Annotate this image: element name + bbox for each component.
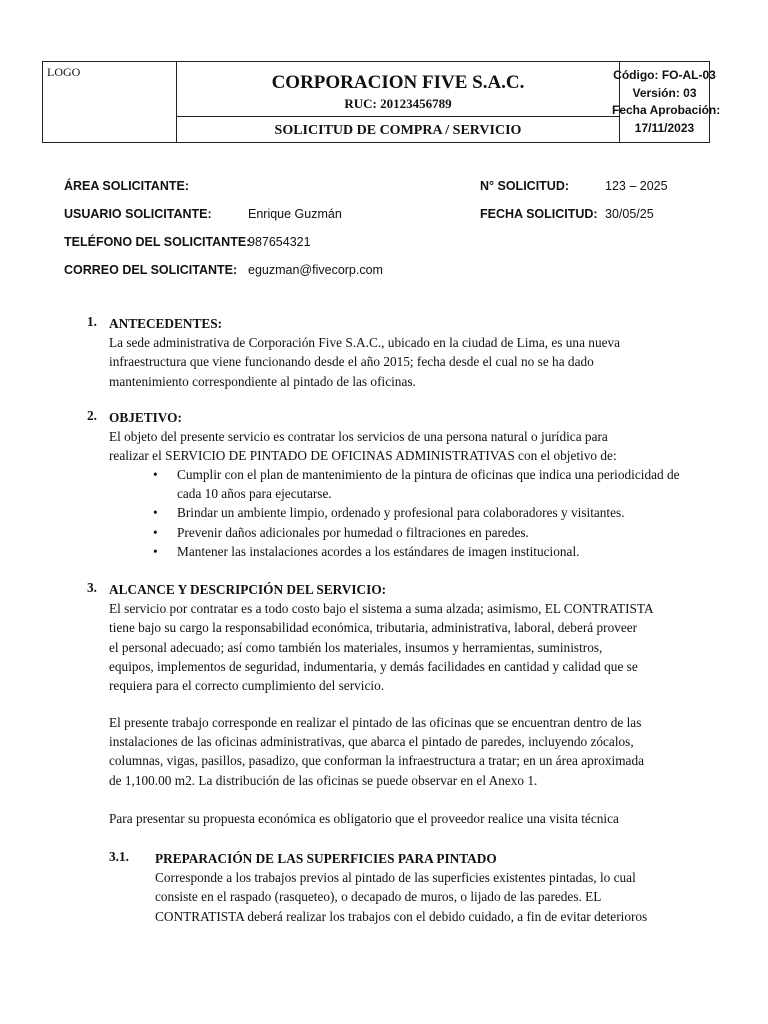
objectives-list bbox=[150, 465, 690, 561]
user-label: USUARIO SOLICITANTE: bbox=[64, 207, 212, 221]
document-title: SOLICITUD DE COMPRA / SERVICIO bbox=[274, 123, 522, 138]
logo-label: LOGO bbox=[47, 65, 81, 79]
section-1-line: infraestructura que viene funcionando desde el año 2015; fecha desde el cual no se ha dado bbox=[109, 354, 594, 370]
section-2-title: OBJETIVO: bbox=[109, 410, 182, 425]
section-1-number: 1. bbox=[87, 314, 97, 329]
section-3-title: ALCANCE Y DESCRIPCIÓN DEL SERVICIO: bbox=[109, 582, 387, 597]
section-3-1-line: Corresponde a los trabajos previos al pintado de las superficies existentes pintadas, lo cual bbox=[155, 870, 636, 886]
bullet-icon: • bbox=[153, 505, 158, 521]
section-3-line: El servicio por contratar es a todo costo bajo el sistema a suma alzada; asimismo, EL CONTRATISTA bbox=[109, 601, 654, 617]
list-item bbox=[150, 523, 690, 542]
email-value: eguzman@fivecorp.com bbox=[248, 263, 383, 277]
approval-date: 17/11/2023 bbox=[634, 120, 695, 135]
section-3-1 bbox=[155, 849, 715, 926]
email-label: CORREO DEL SOLICITANTE: bbox=[64, 263, 238, 277]
company-ruc: RUC: 20123456789 bbox=[344, 96, 452, 111]
document-control-cell bbox=[612, 62, 721, 142]
section-3-1-line: CONTRATISTA deberá realizar los trabajos con el debido cuidado, a fin de evitar deterioros bbox=[155, 908, 648, 924]
company-cell bbox=[177, 62, 619, 117]
area-label: ÁREA SOLICITANTE: bbox=[64, 179, 189, 193]
section-3-number: 3. bbox=[87, 580, 97, 595]
bullet-icon: • bbox=[153, 543, 158, 559]
section-3-line: el personal adecuado; así como también los materiales, insumos y herramientas, suministros, bbox=[109, 639, 603, 655]
section-3-line: de 1,100.00 m2. La distribución de las oficinas se puede observar en el Anexo 1. bbox=[109, 772, 538, 788]
section-3 bbox=[109, 580, 709, 695]
header-title-cell bbox=[177, 62, 620, 142]
phone-value: 987654321 bbox=[248, 235, 311, 249]
section-3-paragraph-2 bbox=[109, 713, 709, 790]
section-3-line: equipos, implementos de seguridad, indumentaria, y demás facilidades en cantidad y calidad que se bbox=[109, 658, 638, 674]
document-header-table bbox=[42, 61, 721, 143]
section-3-line: columnas, vigas, pasillos, pasadizo, que conforman la infraestructura a tratar; en un área aproximada bbox=[109, 753, 644, 769]
list-item-text: Prevenir daños adicionales por humedad o filtraciones en paredes. bbox=[177, 524, 529, 540]
section-1-line: La sede administrativa de Corporación Five S.A.C., ubicado en la ciudad de Lima, es una nueva bbox=[109, 335, 621, 351]
user-value: Enrique Guzmán bbox=[248, 207, 342, 221]
logo-placeholder bbox=[43, 62, 177, 142]
request-number-label: N° SOLICITUD: bbox=[480, 179, 570, 193]
section-3-line: tiene bajo su cargo la responsabilidad económica, tributaria, administrativa, laboral, deberá proveer bbox=[109, 620, 638, 636]
section-3-line: instalaciones de las oficinas administrativas, que abarca el pintado de paredes, incluyendo zócalos, bbox=[109, 734, 634, 750]
section-2 bbox=[109, 408, 709, 466]
section-2-line: realizar el SERVICIO DE PINTADO DE OFICINAS ADMINISTRATIVAS con el objetivo de: bbox=[109, 448, 617, 464]
section-1-title: ANTECEDENTES: bbox=[109, 316, 223, 331]
section-3-line: requiera para el correcto cumplimiento del servicio. bbox=[109, 678, 385, 694]
document-code: Código: FO-AL-03 bbox=[613, 68, 716, 82]
request-number-value: 123 – 2025 bbox=[605, 179, 668, 193]
section-3-1-line: consiste en el raspado (rasqueteo), o decapado de muros, o lijado de las paredes. EL bbox=[155, 889, 602, 905]
section-3-1-title: PREPARACIÓN DE LAS SUPERFICIES PARA PINTADO bbox=[155, 851, 497, 866]
request-date-label: FECHA SOLICITUD: bbox=[480, 207, 598, 221]
company-name: CORPORACION FIVE S.A.C. bbox=[271, 72, 525, 93]
bullet-icon: • bbox=[153, 467, 158, 482]
list-item bbox=[150, 503, 690, 522]
section-1 bbox=[109, 314, 709, 391]
section-3-paragraph-3 bbox=[109, 809, 709, 828]
list-item bbox=[150, 542, 690, 561]
list-item-text: Cumplir con el plan de mantenimiento de la pintura de oficinas que indica una periodicidad de cada 10 años para ejecutarse. bbox=[177, 467, 680, 502]
phone-label: TELÉFONO DEL SOLICITANTE: bbox=[64, 235, 251, 249]
section-3-line: El presente trabajo corresponde en realizar el pintado de las oficinas que se encuentran dentro de las bbox=[109, 715, 642, 730]
section-2-number: 2. bbox=[87, 408, 97, 423]
section-2-line: El objeto del presente servicio es contratar los servicios de una persona natural o jurídica para bbox=[109, 429, 608, 445]
list-item-text: Brindar un ambiente limpio, ordenado y profesional para colaboradores y visitantes. bbox=[177, 505, 625, 521]
section-1-line: mantenimiento correspondiente al pintado de las oficinas. bbox=[109, 373, 416, 389]
document-version: Versión: 03 bbox=[632, 85, 697, 100]
list-item bbox=[150, 465, 690, 503]
section-3-line: Para presentar su propuesta económica es obligatorio que el proveedor realice una visita técnica bbox=[109, 811, 619, 826]
section-3-1-number: 3.1. bbox=[109, 849, 129, 864]
list-item-text: Mantener las instalaciones acordes a los estándares de imagen institucional. bbox=[177, 543, 580, 559]
bullet-icon: • bbox=[153, 524, 158, 540]
request-date-value: 30/05/25 bbox=[605, 207, 654, 221]
approval-date-label: Fecha Aprobación: bbox=[612, 103, 721, 117]
